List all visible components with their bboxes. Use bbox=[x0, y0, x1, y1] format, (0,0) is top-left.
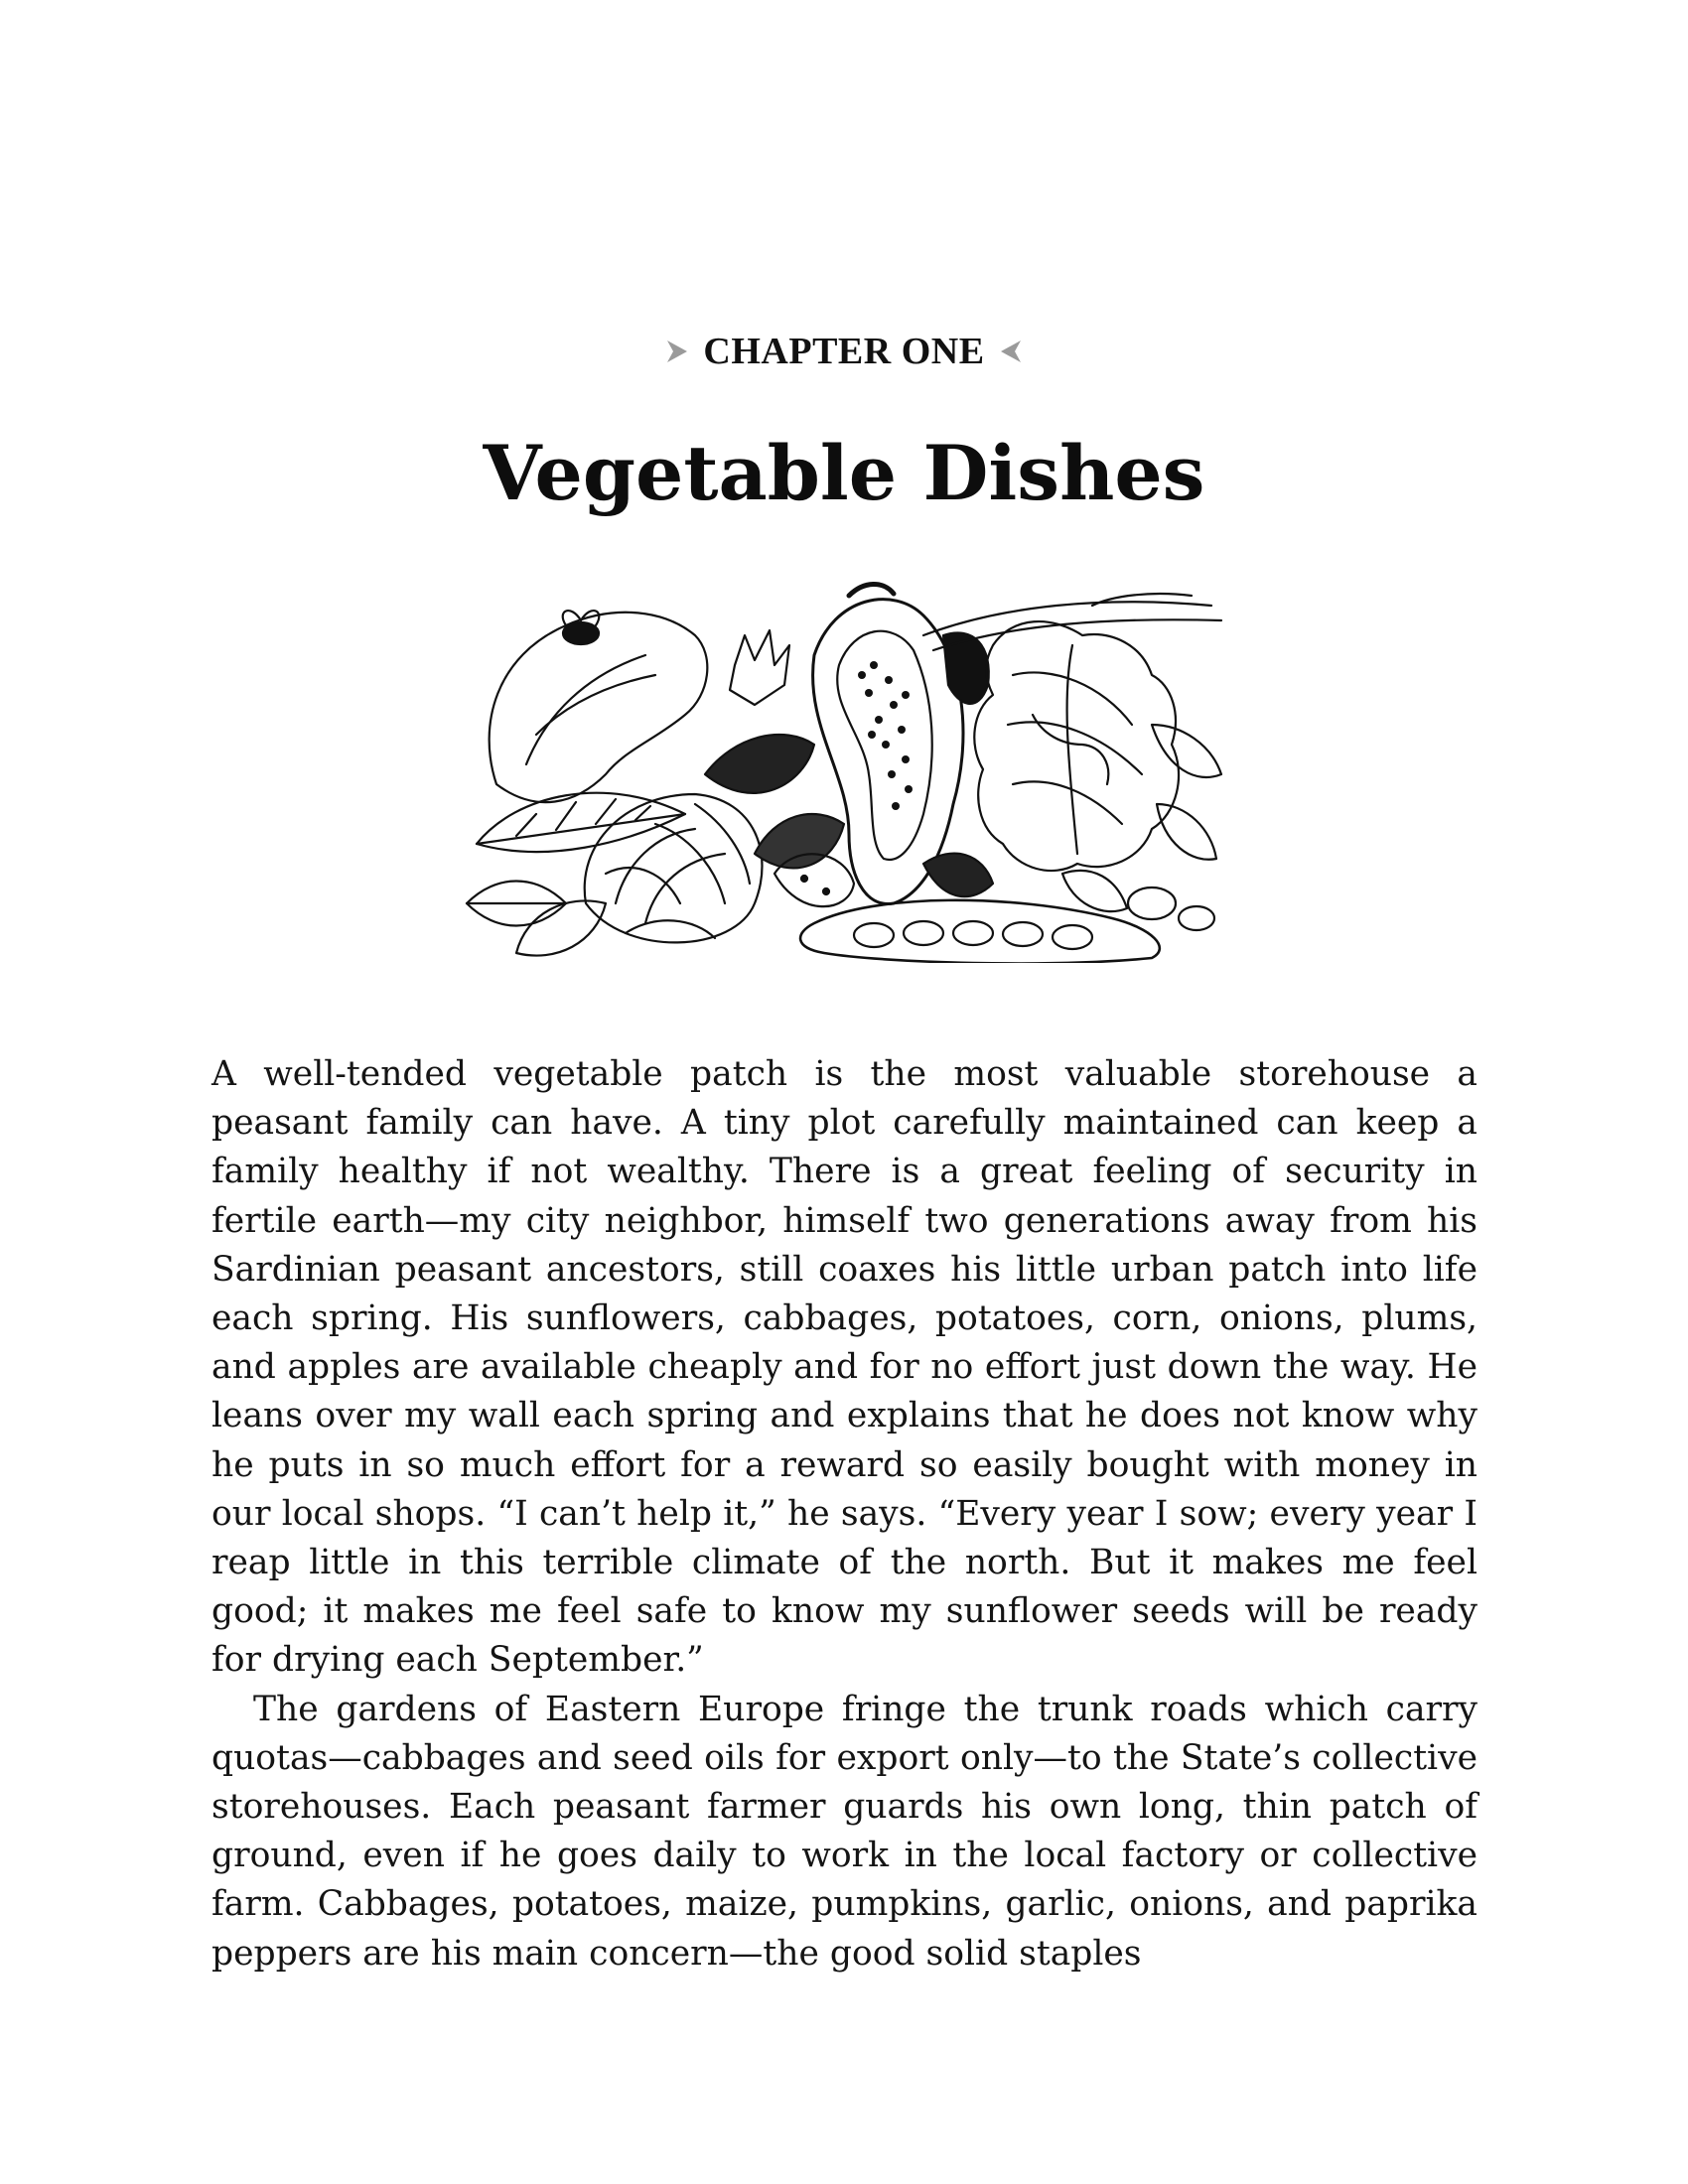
chapter-heading bbox=[0, 330, 1688, 373]
chevron-left-ornament-icon bbox=[997, 337, 1023, 366]
chapter-title: Vegetable Dishes bbox=[483, 429, 1205, 517]
chapter-label: CHAPTER ONE bbox=[703, 331, 985, 372]
vegetable-illustration-icon bbox=[457, 576, 1231, 963]
chevron-right-ornament-icon bbox=[665, 337, 691, 366]
body-text bbox=[211, 1050, 1477, 1979]
paragraph: The gardens of Eastern Europe fringe the trunk roads which carry quotas—cabbages and seed oils for export only—to the State’s collective storehouses. Each peasant farmer guards his own long, thin patch of ground, even if he goes daily to work in the local factory or collective farm. Cabbages, potatoes, maize, pumpkins, garlic, onions, and paprika peppers are his main concern—the good solid staples bbox=[211, 1689, 1477, 1974]
paragraph: A well-tended vegetable patch is the most valuable storehouse a peasant family can have. A tiny plot carefully maintained can keep a family healthy if not wealthy. There is a great feeling of security in fertile earth—my city neighbor, himself two generations away from his Sardinian peasant ancestors, still coaxes his little urban patch into life each spring. His sunflowers, cabbages, potatoes, corn, onions, plums, and apples are available cheaply and for no effort just down the way. He leans over my wall each spring and explains that he does not know why he puts in so much effort for a reward so easily bought with money in our local shops. “I can’t help it,” he says. “Every year I sow; every year I reap little in this terrible climate of the north. But it makes me feel good; it makes me feel safe to know my sunflower seeds will be ready for drying each September.” bbox=[211, 1054, 1477, 1681]
